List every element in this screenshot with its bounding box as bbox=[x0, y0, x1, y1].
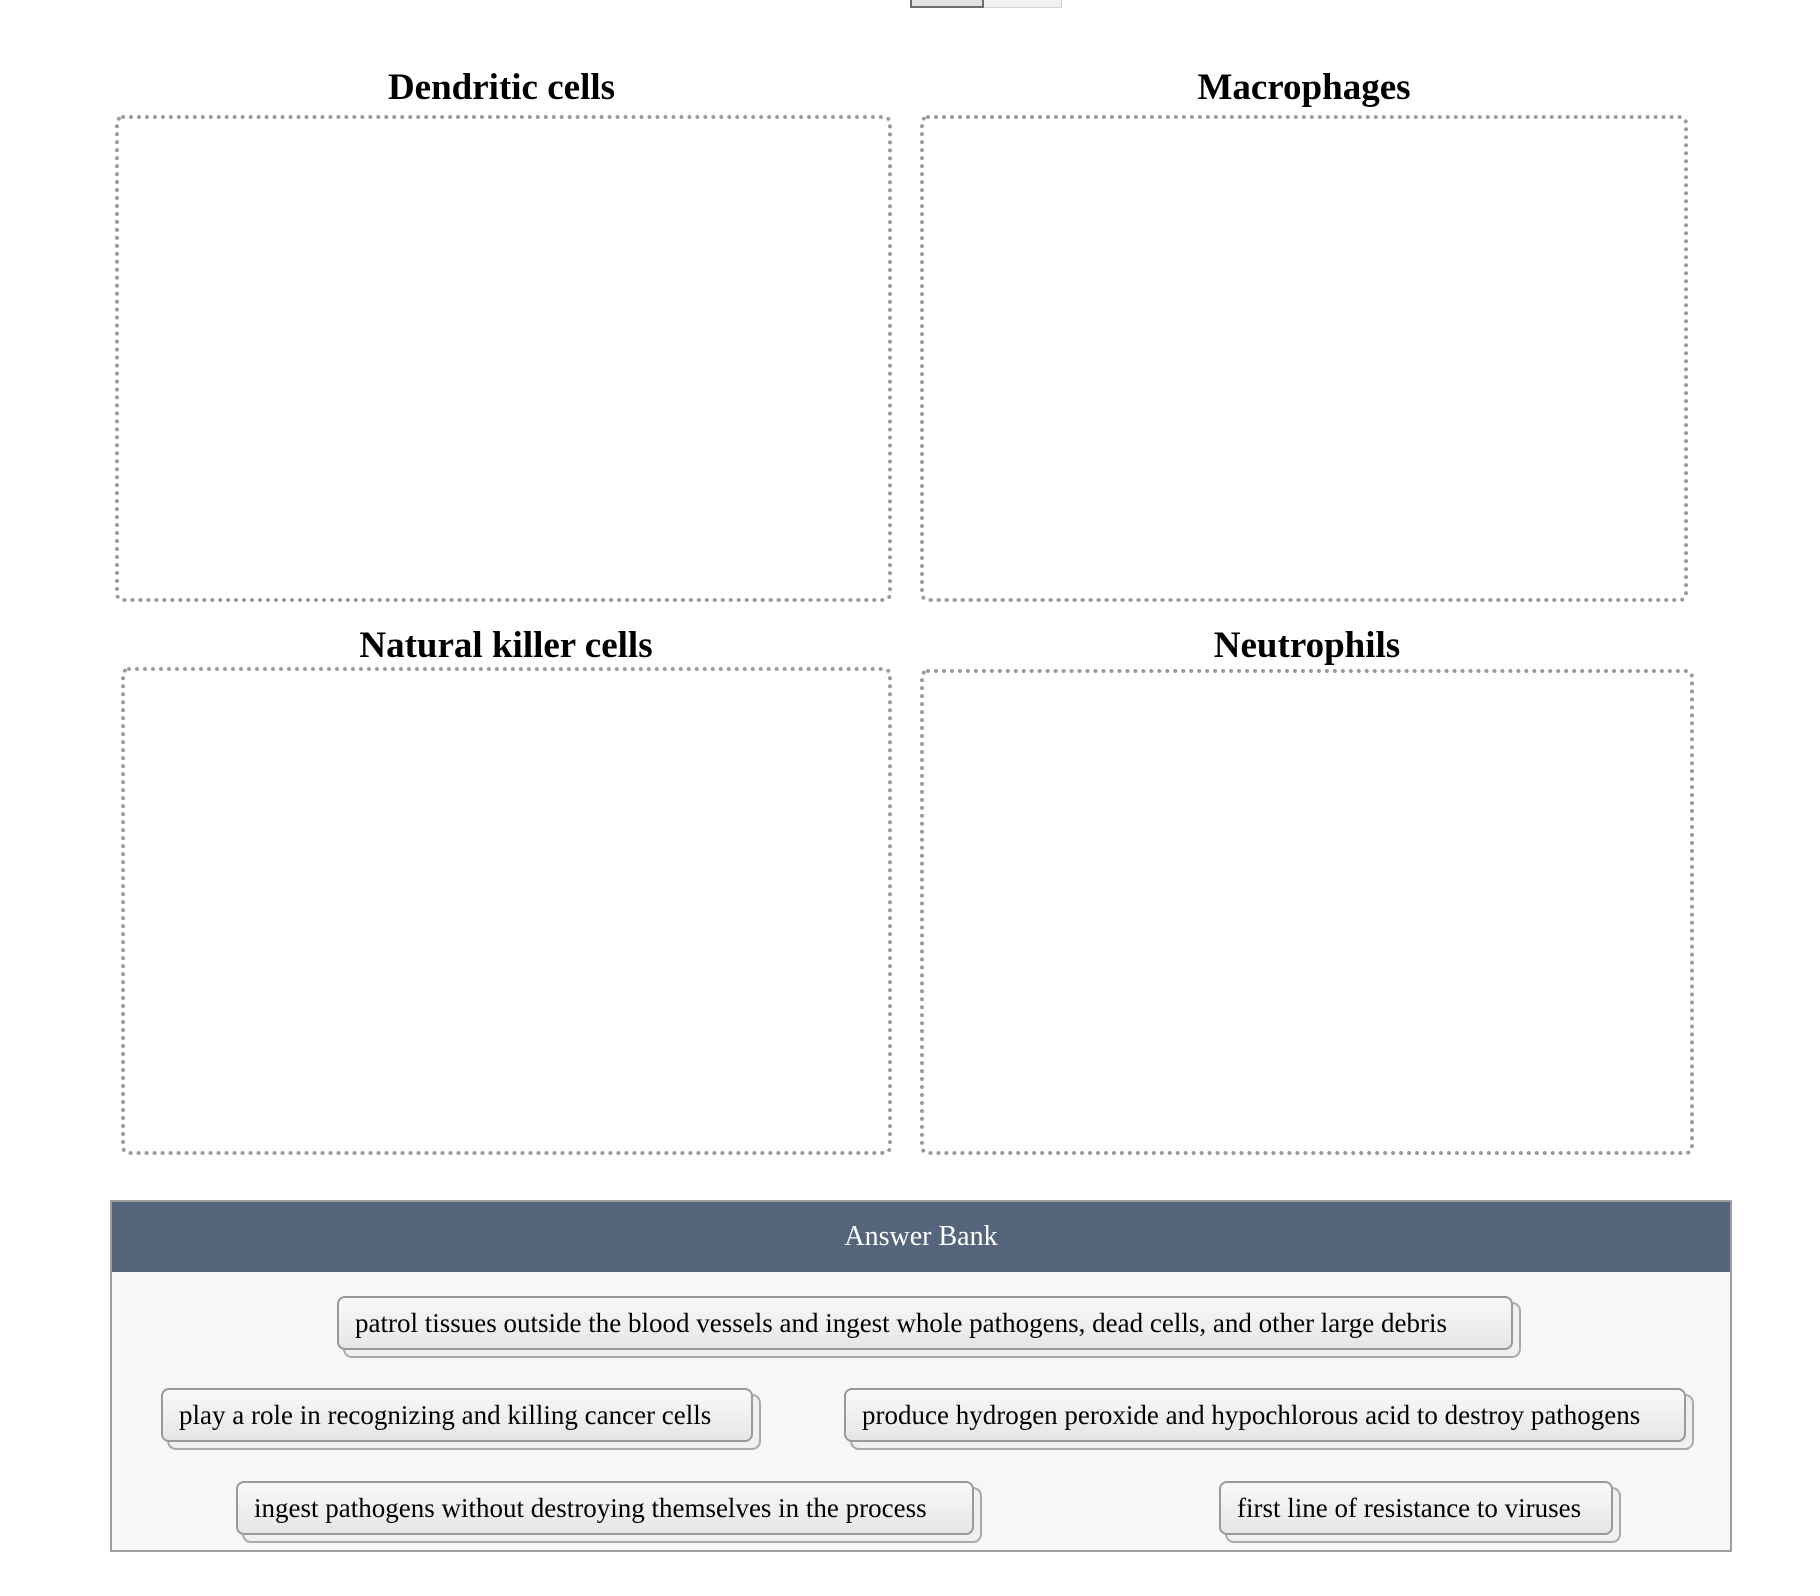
category-title-macrophages: Macrophages bbox=[1197, 67, 1411, 108]
toggle-option-2[interactable] bbox=[984, 0, 1062, 8]
answer-chip[interactable]: play a role in recognizing and killing cancer cells bbox=[161, 1388, 753, 1442]
view-toggle bbox=[910, 0, 1062, 8]
drop-zone-macrophages[interactable] bbox=[920, 115, 1688, 602]
answer-chip[interactable]: patrol tissues outside the blood vessels and ingest whole pathogens, dead cells, and other large debris bbox=[337, 1296, 1513, 1350]
category-title-dendritic-cells: Dendritic cells bbox=[387, 67, 616, 108]
answer-chip[interactable]: produce hydrogen peroxide and hypochlorous acid to destroy pathogens bbox=[844, 1388, 1686, 1442]
category-title-natural-killer-cells: Natural killer cells bbox=[359, 625, 653, 666]
drop-zone-natural-killer-cells[interactable] bbox=[121, 667, 892, 1155]
answer-chip[interactable]: first line of resistance to viruses bbox=[1219, 1481, 1613, 1535]
category-title-neutrophils: Neutrophils bbox=[1213, 625, 1401, 666]
drop-zone-neutrophils[interactable] bbox=[920, 669, 1694, 1155]
answer-bank-header: Answer Bank bbox=[112, 1202, 1730, 1272]
toggle-option-1[interactable] bbox=[910, 0, 984, 8]
answer-chip[interactable]: ingest pathogens without destroying themselves in the process bbox=[236, 1481, 974, 1535]
answer-bank[interactable] bbox=[110, 1200, 1732, 1552]
drop-zone-dendritic-cells[interactable] bbox=[115, 115, 892, 602]
